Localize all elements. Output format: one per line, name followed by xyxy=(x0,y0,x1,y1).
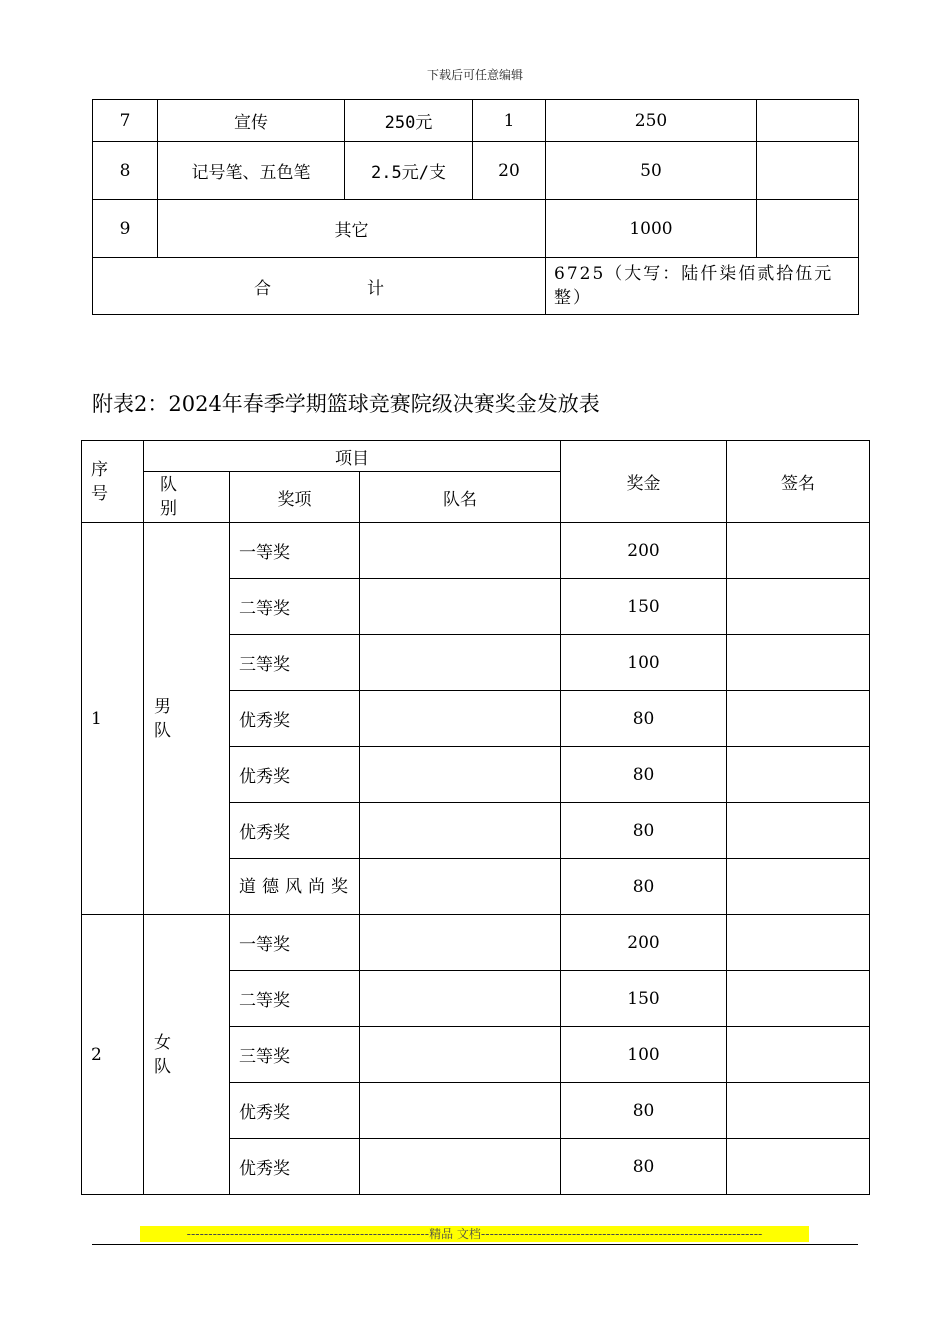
bonus-cell: 80 xyxy=(561,859,727,915)
total-label xyxy=(93,258,546,315)
group-team xyxy=(144,523,230,915)
signature-cell xyxy=(727,1083,870,1139)
award-cell: 一等奖 xyxy=(230,523,360,579)
bonus-cell: 200 xyxy=(561,523,727,579)
signature-cell xyxy=(727,971,870,1027)
header-seq xyxy=(82,441,144,523)
header-row xyxy=(82,441,870,472)
header-team-type-text: 队别 xyxy=(160,475,177,519)
row-number: 9 xyxy=(93,200,158,258)
bonus-cell: 80 xyxy=(561,1139,727,1195)
expense-table xyxy=(92,99,859,315)
award-cell: 优秀奖 xyxy=(230,747,360,803)
header-project: 项目 xyxy=(144,441,561,472)
team-name-cell xyxy=(360,691,561,747)
team-name-cell xyxy=(360,859,561,915)
group-seq: 2 xyxy=(82,915,144,1195)
signature-cell xyxy=(727,691,870,747)
signature-cell xyxy=(727,579,870,635)
table-row xyxy=(93,142,859,200)
team-name-cell xyxy=(360,915,561,971)
award-cell: 二等奖 xyxy=(230,971,360,1027)
total-row xyxy=(93,258,859,315)
bonus-cell: 100 xyxy=(561,1027,727,1083)
note-cell xyxy=(757,100,859,142)
total-value: 6725（大写：陆仟柒佰贰拾伍元整） xyxy=(546,258,859,315)
bonus-cell: 150 xyxy=(561,971,727,1027)
award-cell: 优秀奖 xyxy=(230,691,360,747)
header-signature: 签名 xyxy=(727,441,870,523)
header-bonus: 奖金 xyxy=(561,441,727,523)
note-cell xyxy=(757,200,859,258)
header-team-name: 队名 xyxy=(360,472,561,523)
header-seq-text: 序号 xyxy=(91,459,108,504)
bonus-cell: 80 xyxy=(561,1083,727,1139)
team-name-cell xyxy=(360,1083,561,1139)
team-name-cell xyxy=(360,971,561,1027)
header-award: 奖项 xyxy=(230,472,360,523)
bonus-cell: 150 xyxy=(561,579,727,635)
award-cell: 三等奖 xyxy=(230,635,360,691)
quantity: 20 xyxy=(473,142,546,200)
amount: 1000 xyxy=(546,200,757,258)
team-name-cell xyxy=(360,1139,561,1195)
group-seq: 1 xyxy=(82,523,144,915)
total-label-char-2: 计 xyxy=(367,278,384,299)
bonus-cell: 100 xyxy=(561,635,727,691)
group-team-text: 男队 xyxy=(154,696,171,741)
team-name-cell xyxy=(360,803,561,859)
footer-banner: --------------------------------------------------------精品 文档----------------------------------------------------------------- xyxy=(140,1226,809,1242)
table-row xyxy=(82,523,870,579)
row-number: 8 xyxy=(93,142,158,200)
footer-divider xyxy=(92,1244,858,1245)
award-cell: 优秀奖 xyxy=(230,1139,360,1195)
bonus-cell: 80 xyxy=(561,803,727,859)
bonus-cell: 200 xyxy=(561,915,727,971)
bonus-cell: 80 xyxy=(561,691,727,747)
signature-cell xyxy=(727,1027,870,1083)
item-name: 宣传 xyxy=(158,100,345,142)
bonus-table xyxy=(81,440,870,1195)
signature-cell xyxy=(727,859,870,915)
unit-price: 2.5元/支 xyxy=(345,142,473,200)
note-cell xyxy=(757,142,859,200)
total-label-char-1: 合 xyxy=(254,278,271,299)
team-name-cell xyxy=(360,635,561,691)
signature-cell xyxy=(727,1139,870,1195)
quantity: 1 xyxy=(473,100,546,142)
signature-cell xyxy=(727,523,870,579)
team-name-cell xyxy=(360,579,561,635)
group-team xyxy=(144,915,230,1195)
group-team-text: 女队 xyxy=(154,1032,171,1077)
table-row xyxy=(93,100,859,142)
team-name-cell xyxy=(360,1027,561,1083)
team-name-cell xyxy=(360,747,561,803)
table-row xyxy=(93,200,859,258)
amount: 250 xyxy=(546,100,757,142)
award-cell: 道德风尚奖 xyxy=(230,859,360,915)
signature-cell xyxy=(727,747,870,803)
item-name: 记号笔、五色笔 xyxy=(158,142,345,200)
table2-title: 附表2：2024年春季学期篮球竞赛院级决赛奖金发放表 xyxy=(92,392,600,416)
page-header-note: 下载后可任意编辑 xyxy=(426,68,523,82)
award-cell: 三等奖 xyxy=(230,1027,360,1083)
item-name: 其它 xyxy=(158,200,546,258)
unit-price: 250元 xyxy=(345,100,473,142)
signature-cell xyxy=(727,635,870,691)
signature-cell xyxy=(727,803,870,859)
table-row xyxy=(82,915,870,971)
amount: 50 xyxy=(546,142,757,200)
award-cell: 一等奖 xyxy=(230,915,360,971)
team-name-cell xyxy=(360,523,561,579)
signature-cell xyxy=(727,915,870,971)
bonus-cell: 80 xyxy=(561,747,727,803)
award-cell: 优秀奖 xyxy=(230,803,360,859)
award-cell: 优秀奖 xyxy=(230,1083,360,1139)
row-number: 7 xyxy=(93,100,158,142)
header-team-type xyxy=(144,472,230,523)
award-cell: 二等奖 xyxy=(230,579,360,635)
